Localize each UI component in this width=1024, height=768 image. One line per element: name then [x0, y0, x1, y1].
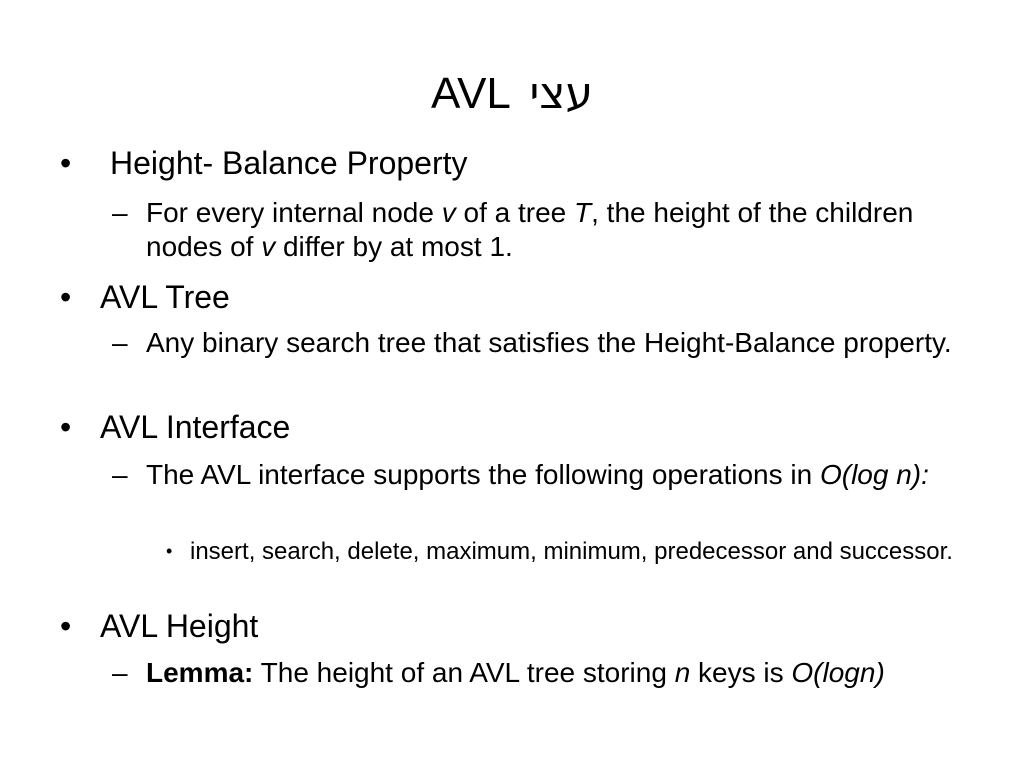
sub-bullet-text: Any binary search tree that satisfies the Height-Balance property. — [146, 327, 952, 358]
title-hebrew: עצי — [529, 68, 593, 119]
dash-icon: – — [112, 327, 128, 358]
bullet-avl-interface — [60, 407, 290, 447]
bullet-height-balance — [60, 143, 468, 183]
dash-icon: – — [112, 197, 128, 228]
sub-bullet-avl-tree — [112, 326, 972, 360]
sub-bullet-text: For every internal node v of a tree T, the height of the children nodes of v differ by at most 1. — [146, 197, 914, 262]
bullet-heading: AVL Tree — [100, 279, 230, 315]
sub-bullet-text: Lemma: The height of an AVL tree storing n keys is O(logn) — [146, 657, 885, 688]
bullet-heading: Height- Balance Property — [110, 145, 468, 181]
sub-bullet-avl-interface — [112, 458, 972, 492]
sub-bullet-avl-height — [112, 656, 972, 690]
title-text: AVL — [430, 69, 510, 118]
bullet-heading: AVL Interface — [100, 409, 291, 445]
slide-title — [0, 64, 1024, 124]
dash-icon: – — [112, 459, 128, 490]
bullet-icon: • — [60, 279, 72, 315]
operations-text: insert, search, delete, maximum, minimum, predecessor and successor. — [190, 538, 953, 565]
sub-sub-bullet-operations — [166, 537, 972, 566]
small-bullet-icon: • — [166, 541, 173, 561]
bullet-avl-tree — [60, 277, 230, 317]
bullet-avl-height — [60, 606, 258, 646]
bullet-icon: • — [60, 409, 72, 445]
sub-bullet-height-balance — [112, 196, 972, 264]
dash-icon: – — [112, 657, 128, 688]
bullet-icon: • — [60, 608, 72, 644]
sub-bullet-text: The AVL interface supports the following operations in O(log n): — [146, 459, 929, 490]
bullet-heading: AVL Height — [100, 608, 259, 644]
bullet-icon: • — [60, 145, 72, 181]
